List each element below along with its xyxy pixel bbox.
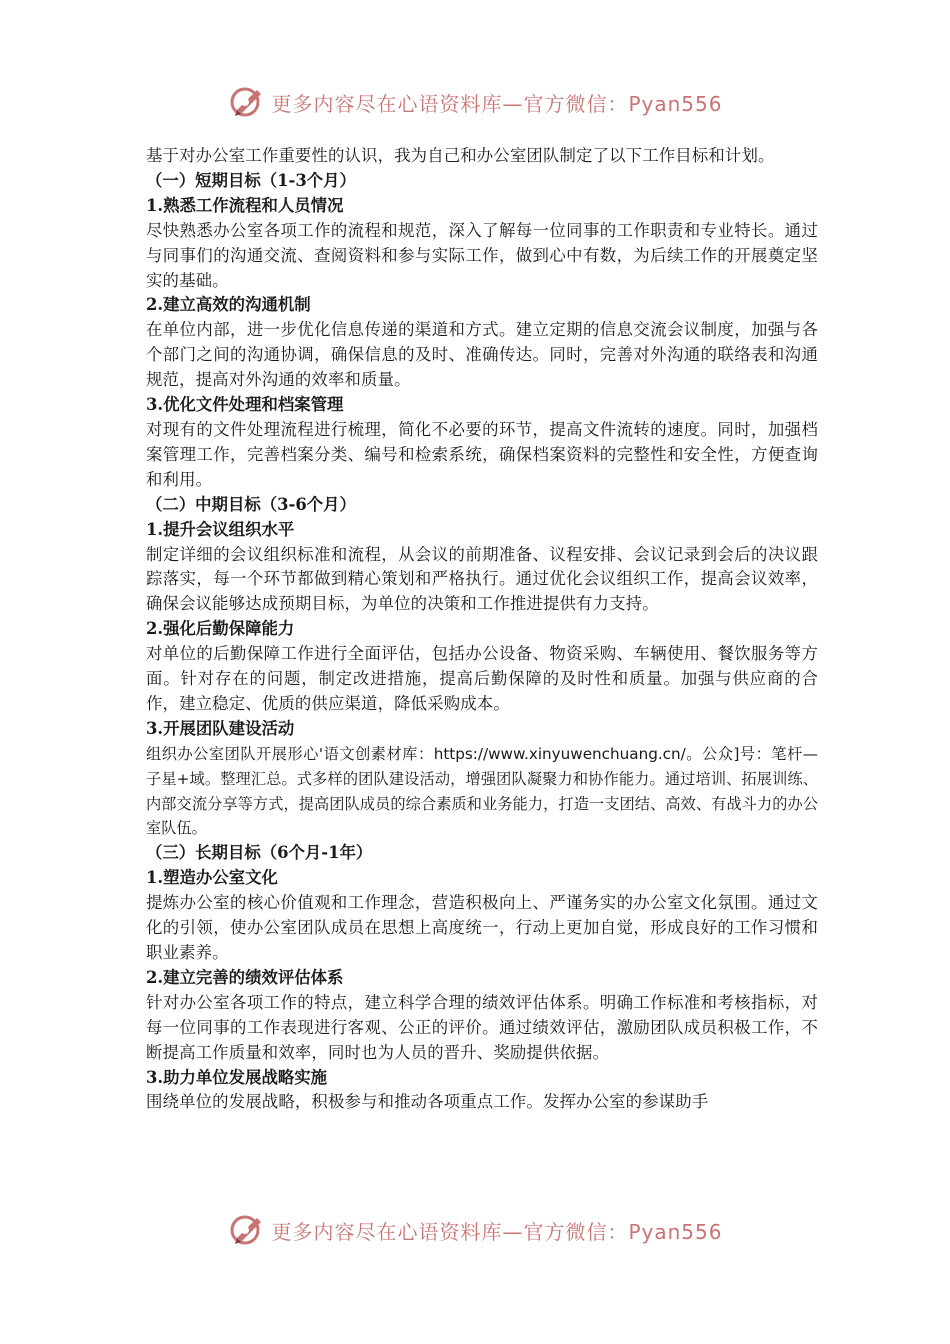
section-heading: 2.强化后勤保障能力 (146, 619, 295, 639)
section-heading: （一）短期目标（1-3个月） (146, 170, 356, 190)
paragraph: 在单位内部，进一步优化信息传递的渠道和方式。建立定期的信息交流会议制度，加强与各个部门之间的沟通协调，确保信息的及时、准确传达。同时，完善对外沟通的联络表和沟通规范，提高对外沟通的效率和质量。 (146, 320, 818, 390)
paragraph: 对单位的后勤保障工作进行全面评估，包括办公设备、物资采购、车辆使用、餐饮服务等方面。针对存在的问题，制定改进措施，提高后勤保障的及时性和质量。加强与供应商的合作，建立稳定、优质的供应渠道，降低采购成本。 (146, 644, 818, 713)
paragraph: 围绕单位的发展战略，积极参与和推动各项重点工作。发挥办公室的参谋助手 (146, 1092, 709, 1112)
paragraph: 尽快熟悉办公室各项工作的流程和规范，深入了解每一位同事的工作职责和专业特长。通过与同事们的沟通交流、查阅资料和参与实际工作，做到心中有数，为后续工作的开展奠定坚实的基础。 (146, 220, 818, 290)
section-heading: （三）长期目标（6个月-1年） (146, 843, 373, 863)
pen-logo-icon (227, 1210, 267, 1250)
pen-logo-icon (227, 82, 267, 122)
section-heading: 2.建立完善的绩效评估体系 (146, 967, 344, 987)
section-heading: 1.塑造办公室文化 (146, 868, 278, 888)
section-heading: 1.提升会议组织水平 (146, 519, 295, 539)
document-body (146, 144, 818, 1115)
paragraph: 提炼办公室的核心价值观和工作理念，营造积极向上、严谨务实的办公室文化氛围。通过文化的引领，使办公室团队成员在思想上高度统一，行动上更加自觉，形成良好的工作习惯和职业素养。 (146, 893, 818, 962)
header-banner (0, 80, 950, 124)
banner-text: 更多内容尽在心语资料库—官方微信：Pyan556 (271, 91, 723, 116)
paragraph: 针对办公室各项工作的特点，建立科学合理的绩效评估体系。明确工作标准和考核指标，对每一位同事的工作表现进行客观、公正的评价。通过绩效评估，激励团队成员积极工作，不断提高工作质量和效率，同时也为人员的晋升、奖励提供依据。 (146, 992, 818, 1062)
section-heading: 2.建立高效的沟通机制 (146, 295, 311, 315)
section-heading: 3.开展团队建设活动 (146, 718, 295, 738)
paragraph: 对现有的文件处理流程进行梳理，简化不必要的环节，提高文件流转的速度。同时，加强档案管理工作，完善档案分类、编号和检索系统，确保档案资料的完整性和安全性，方便查询和利用。 (146, 419, 818, 489)
section-heading: 3.助力单位发展战略实施 (146, 1067, 328, 1087)
paragraph: 基于对办公室工作重要性的认识，我为自己和办公室团队制定了以下工作目标和计划。 (146, 146, 775, 165)
section-heading: （二）中期目标（3-6个月） (146, 494, 356, 514)
section-heading: 1.熟悉工作流程和人员情况 (146, 195, 344, 215)
paragraph: 组织办公室团队开展形心'语文创素材库：https://www.xinyuwenchuang.cn/。公众]号：笔杆—子星+域。整理汇总。式多样的团队建设活动，增强团队凝聚力和协作能力。通过培训、拓展训练、内部交流分享等方式，提高团队成员的综合素质和业务能力，打造一支团结、高效、有战斗力的办公室队伍。 (146, 744, 818, 838)
paragraph: 制定详细的会议组织标准和流程，从会议的前期准备、议程安排、会议记录到会后的决议跟踪落实，每一个环节都做到精心策划和严格执行。通过优化会议组织工作，提高会议效率，确保会议能够达成预期目标，为单位的决策和工作推进提供有力支持。 (146, 544, 818, 614)
footer-banner (0, 1208, 950, 1252)
banner-text: 更多内容尽在心语资料库—官方微信：Pyan556 (271, 1219, 723, 1244)
section-heading: 3.优化文件处理和档案管理 (146, 395, 344, 415)
